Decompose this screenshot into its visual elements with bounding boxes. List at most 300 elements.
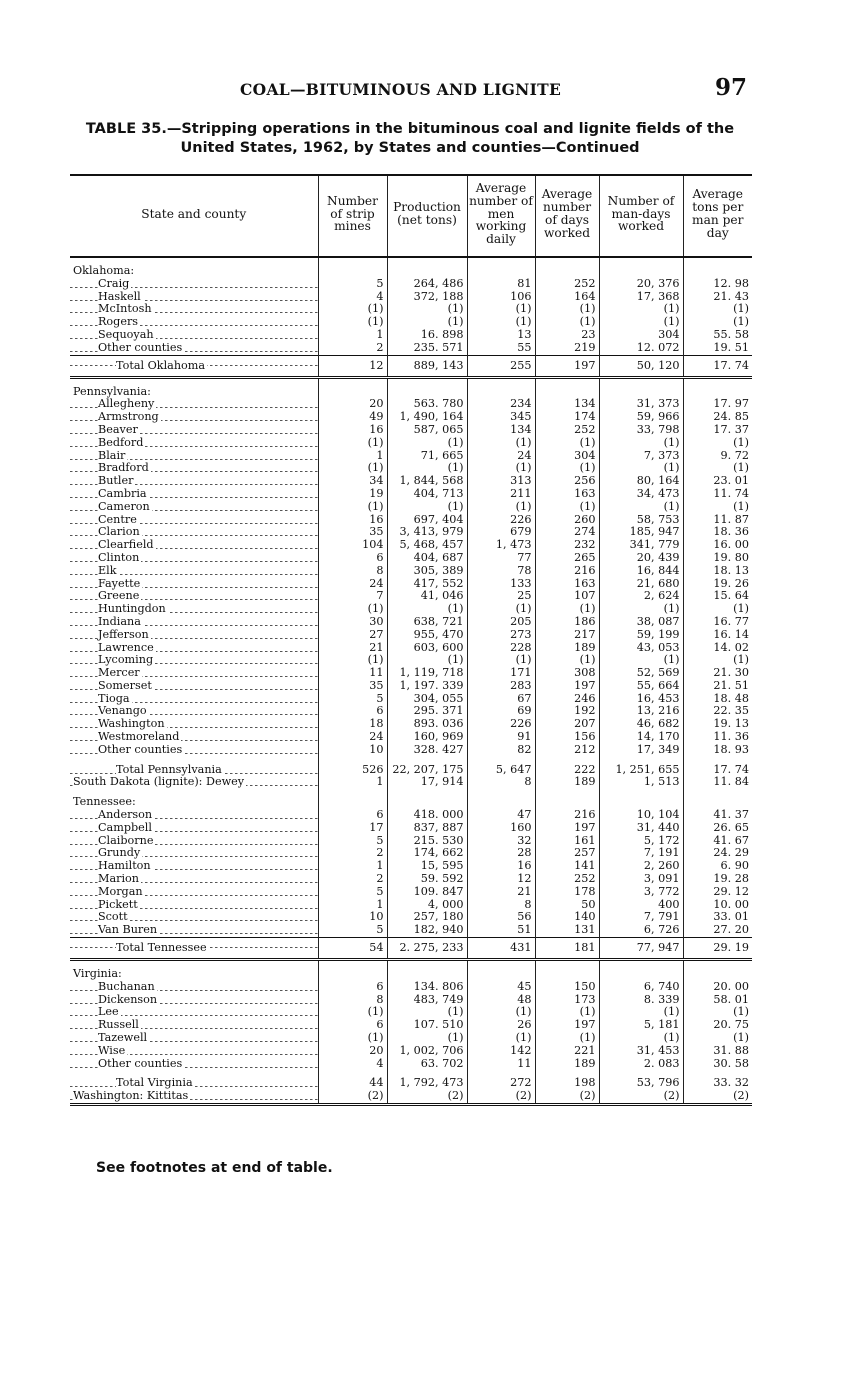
row-label: Anderson bbox=[98, 809, 153, 822]
row-label: Rogers bbox=[98, 316, 139, 329]
cell-avg-days: 197 bbox=[535, 822, 599, 835]
row-label: Washington: Kittitas bbox=[73, 1090, 189, 1103]
row-label-cell bbox=[70, 629, 318, 642]
cell-strip-mines: 8 bbox=[318, 994, 387, 1007]
cell-avg-men: 13 bbox=[467, 329, 535, 342]
cell-avg-men: 228 bbox=[467, 642, 535, 655]
cell-production: 418. 000 bbox=[387, 809, 467, 822]
cell-man-days: 185, 947 bbox=[599, 526, 683, 539]
row-label: Bedford bbox=[98, 436, 144, 449]
row-label: Scott bbox=[98, 911, 128, 924]
row-label-cell bbox=[70, 342, 318, 355]
cell-tons-per-man: 18. 93 bbox=[683, 744, 752, 757]
spacer-cell bbox=[318, 1070, 387, 1077]
cell-strip-mines: 18 bbox=[318, 718, 387, 731]
cell-tons-per-man: 26. 65 bbox=[683, 822, 752, 835]
cell-avg-men: 255 bbox=[467, 355, 535, 377]
row-label: Washington bbox=[98, 718, 165, 731]
cell-man-days bbox=[599, 386, 683, 399]
spacer-cell bbox=[683, 789, 752, 796]
cell-strip-mines: 1 bbox=[318, 899, 387, 912]
cell-avg-days: 192 bbox=[535, 705, 599, 718]
cell-strip-mines: 5 bbox=[318, 835, 387, 848]
cell-production bbox=[387, 386, 467, 399]
row-label: McIntosh bbox=[98, 303, 152, 316]
cell-strip-mines: (1) bbox=[318, 462, 387, 475]
table-row bbox=[70, 911, 752, 924]
cell-man-days: 55, 664 bbox=[599, 680, 683, 693]
cell-man-days: 7, 373 bbox=[599, 450, 683, 463]
table-row bbox=[70, 501, 752, 514]
table-row bbox=[70, 718, 752, 731]
spacer-cell bbox=[70, 377, 318, 386]
cell-production: (1) bbox=[387, 303, 467, 316]
cell-strip-mines: 44 bbox=[318, 1077, 387, 1090]
spacer-cell bbox=[683, 1070, 752, 1077]
cell-man-days: 8. 339 bbox=[599, 994, 683, 1007]
row-label-cell bbox=[70, 355, 318, 377]
row-label: Total Tennessee bbox=[116, 941, 207, 955]
row-label: Elk bbox=[98, 564, 117, 577]
cell-strip-mines: 6 bbox=[318, 809, 387, 822]
state-row bbox=[70, 776, 752, 789]
spacer-cell bbox=[683, 377, 752, 386]
cell-tons-per-man: 33. 32 bbox=[683, 1077, 752, 1090]
cell-production: 22, 207, 175 bbox=[387, 764, 467, 777]
table-row bbox=[70, 552, 752, 565]
row-label-cell bbox=[70, 450, 318, 463]
cell-avg-days: 212 bbox=[535, 744, 599, 757]
cell-strip-mines: (1) bbox=[318, 437, 387, 450]
cell-production: 955, 470 bbox=[387, 629, 467, 642]
row-label-cell bbox=[70, 462, 318, 475]
spacer-cell bbox=[387, 1070, 467, 1077]
row-label: Campbell bbox=[98, 821, 152, 834]
cell-strip-mines: 1 bbox=[318, 776, 387, 789]
cell-man-days: 2. 083 bbox=[599, 1058, 683, 1071]
cell-tons-per-man: 33. 01 bbox=[683, 911, 752, 924]
cell-tons-per-man: 16. 77 bbox=[683, 616, 752, 629]
cell-strip-mines: 5 bbox=[318, 886, 387, 899]
row-label: Mercer bbox=[98, 667, 140, 680]
cell-production: 16. 898 bbox=[387, 329, 467, 342]
cell-production: 134. 806 bbox=[387, 981, 467, 994]
cell-man-days: (2) bbox=[599, 1090, 683, 1104]
row-label-cell bbox=[70, 873, 318, 886]
row-label: Indiana bbox=[98, 615, 141, 628]
table-row bbox=[70, 488, 752, 501]
row-label-cell bbox=[70, 680, 318, 693]
table-row bbox=[70, 303, 752, 316]
col-header-strip-mines: Number of strip mines bbox=[318, 175, 387, 257]
state-row bbox=[70, 1090, 752, 1104]
row-label: Clearfield bbox=[98, 539, 154, 552]
cell-tons-per-man: 21. 30 bbox=[683, 667, 752, 680]
table-title-line-1: TABLE 35.—Stripping operations in the bituminous coal and lignite fields of the bbox=[85, 121, 735, 137]
spacer-cell bbox=[387, 789, 467, 796]
row-label-cell bbox=[70, 514, 318, 527]
spacer-cell bbox=[599, 789, 683, 796]
cell-avg-days: 189 bbox=[535, 776, 599, 789]
cell-avg-men: 431 bbox=[467, 938, 535, 960]
row-label: Marion bbox=[98, 873, 139, 886]
row-label-cell bbox=[70, 437, 318, 450]
row-label: Other counties bbox=[98, 743, 183, 756]
cell-avg-days: 256 bbox=[535, 475, 599, 488]
row-label-cell bbox=[70, 590, 318, 603]
cell-tons-per-man: 17. 37 bbox=[683, 424, 752, 437]
cell-avg-days: 107 bbox=[535, 590, 599, 603]
table-row bbox=[70, 629, 752, 642]
cell-tons-per-man: (1) bbox=[683, 1032, 752, 1045]
cell-production: (1) bbox=[387, 437, 467, 450]
cell-tons-per-man: 14. 02 bbox=[683, 642, 752, 655]
cell-avg-days: 198 bbox=[535, 1077, 599, 1090]
cell-avg-days: 232 bbox=[535, 539, 599, 552]
cell-tons-per-man: 16. 00 bbox=[683, 539, 752, 552]
cell-tons-per-man: 24. 85 bbox=[683, 411, 752, 424]
row-label: Bradford bbox=[98, 462, 149, 475]
cell-production: 4, 000 bbox=[387, 899, 467, 912]
cell-avg-days: 217 bbox=[535, 629, 599, 642]
cell-avg-days: 156 bbox=[535, 731, 599, 744]
cell-tons-per-man: 30. 58 bbox=[683, 1058, 752, 1071]
row-label: Pennsylvania: bbox=[73, 385, 151, 398]
spacer-cell bbox=[599, 757, 683, 764]
cell-man-days: 20, 376 bbox=[599, 278, 683, 291]
cell-production: 1, 002, 706 bbox=[387, 1045, 467, 1058]
cell-production: (1) bbox=[387, 1006, 467, 1019]
cell-avg-men: 51 bbox=[467, 924, 535, 937]
cell-avg-days: 189 bbox=[535, 1058, 599, 1071]
cell-strip-mines: 11 bbox=[318, 667, 387, 680]
cell-avg-days: 173 bbox=[535, 994, 599, 1007]
spacer-cell bbox=[70, 1070, 318, 1077]
row-label: Lycoming bbox=[98, 654, 154, 667]
cell-avg-men: 283 bbox=[467, 680, 535, 693]
total-row bbox=[70, 355, 752, 377]
cell-strip-mines: 8 bbox=[318, 565, 387, 578]
row-label-cell bbox=[70, 718, 318, 731]
col-header-tons-per-man: Average tons per man per day bbox=[683, 175, 752, 257]
spacer-row bbox=[70, 377, 752, 386]
cell-production: 59. 592 bbox=[387, 873, 467, 886]
row-label-cell bbox=[70, 938, 318, 960]
row-label: Grundy bbox=[98, 847, 141, 860]
row-label: Other counties bbox=[98, 341, 183, 354]
cell-tons-per-man: (1) bbox=[683, 654, 752, 667]
cell-avg-days: 174 bbox=[535, 411, 599, 424]
row-label-cell bbox=[70, 1045, 318, 1058]
row-label-cell bbox=[70, 899, 318, 912]
cell-tons-per-man: 17. 97 bbox=[683, 398, 752, 411]
row-label-cell bbox=[70, 1058, 318, 1071]
row-label-cell bbox=[70, 731, 318, 744]
row-label: Cambria bbox=[98, 487, 147, 500]
row-label: Tazewell bbox=[98, 1032, 148, 1045]
cell-man-days: (1) bbox=[599, 1006, 683, 1019]
cell-strip-mines: 16 bbox=[318, 514, 387, 527]
cell-avg-men: 273 bbox=[467, 629, 535, 642]
cell-tons-per-man: (1) bbox=[683, 437, 752, 450]
table-row bbox=[70, 578, 752, 591]
row-label: Hamilton bbox=[98, 860, 151, 873]
cell-tons-per-man: (1) bbox=[683, 603, 752, 616]
row-label: Huntingdon bbox=[98, 603, 166, 616]
cell-strip-mines: 35 bbox=[318, 680, 387, 693]
cell-strip-mines: 16 bbox=[318, 424, 387, 437]
cell-tons-per-man: 31. 88 bbox=[683, 1045, 752, 1058]
row-label-cell bbox=[70, 616, 318, 629]
cell-man-days: 5, 172 bbox=[599, 835, 683, 848]
cell-avg-men: (1) bbox=[467, 303, 535, 316]
cell-avg-days: 197 bbox=[535, 1019, 599, 1032]
state-heading-row bbox=[70, 386, 752, 399]
cell-tons-per-man: 29. 12 bbox=[683, 886, 752, 899]
cell-production: 563. 780 bbox=[387, 398, 467, 411]
spacer-cell bbox=[599, 1070, 683, 1077]
cell-production: 174, 662 bbox=[387, 847, 467, 860]
cell-strip-mines: (1) bbox=[318, 501, 387, 514]
cell-strip-mines: 2 bbox=[318, 342, 387, 355]
cell-strip-mines: 6 bbox=[318, 1019, 387, 1032]
cell-avg-men: 67 bbox=[467, 693, 535, 706]
table-row bbox=[70, 411, 752, 424]
cell-strip-mines: 526 bbox=[318, 764, 387, 777]
cell-tons-per-man: 11. 74 bbox=[683, 488, 752, 501]
row-label: Sequoyah bbox=[98, 328, 154, 341]
cell-avg-days: 186 bbox=[535, 616, 599, 629]
cell-avg-men: 1, 473 bbox=[467, 539, 535, 552]
table-row bbox=[70, 329, 752, 342]
cell-avg-men: 56 bbox=[467, 911, 535, 924]
row-label-cell bbox=[70, 667, 318, 680]
cell-avg-days: 150 bbox=[535, 981, 599, 994]
cell-production: 63. 702 bbox=[387, 1058, 467, 1071]
cell-production: 304, 055 bbox=[387, 693, 467, 706]
state-heading-row bbox=[70, 968, 752, 981]
cell-tons-per-man: 18. 36 bbox=[683, 526, 752, 539]
table-row bbox=[70, 642, 752, 655]
cell-tons-per-man: 19. 80 bbox=[683, 552, 752, 565]
spacer-cell bbox=[467, 257, 535, 265]
table-row bbox=[70, 924, 752, 937]
cell-man-days: 10, 104 bbox=[599, 809, 683, 822]
cell-man-days: 58, 753 bbox=[599, 514, 683, 527]
col-header-state-county: State and county bbox=[70, 175, 318, 257]
spacer-cell bbox=[318, 960, 387, 969]
cell-avg-men: 133 bbox=[467, 578, 535, 591]
cell-avg-men: (1) bbox=[467, 437, 535, 450]
cell-tons-per-man: 11. 87 bbox=[683, 514, 752, 527]
table-row bbox=[70, 1006, 752, 1019]
row-label-cell bbox=[70, 1006, 318, 1019]
row-label-cell bbox=[70, 552, 318, 565]
table-row bbox=[70, 603, 752, 616]
cell-strip-mines: 5 bbox=[318, 693, 387, 706]
cell-man-days bbox=[599, 265, 683, 278]
cell-production: 17, 914 bbox=[387, 776, 467, 789]
spacer-cell bbox=[467, 960, 535, 969]
cell-avg-days: 140 bbox=[535, 911, 599, 924]
cell-avg-days bbox=[535, 968, 599, 981]
cell-avg-days: (2) bbox=[535, 1090, 599, 1104]
row-label: Fayette bbox=[98, 577, 141, 590]
row-label-cell bbox=[70, 835, 318, 848]
header-row bbox=[70, 175, 752, 257]
cell-production: 41, 046 bbox=[387, 590, 467, 603]
cell-strip-mines bbox=[318, 265, 387, 278]
spacer-cell bbox=[599, 257, 683, 265]
cell-production: (1) bbox=[387, 603, 467, 616]
cell-avg-men: 25 bbox=[467, 590, 535, 603]
cell-avg-men: 47 bbox=[467, 809, 535, 822]
cell-production: 328. 427 bbox=[387, 744, 467, 757]
state-heading-row bbox=[70, 265, 752, 278]
cell-production: 697, 404 bbox=[387, 514, 467, 527]
cell-man-days: 77, 947 bbox=[599, 938, 683, 960]
cell-tons-per-man: (1) bbox=[683, 303, 752, 316]
row-label-cell bbox=[70, 924, 318, 937]
cell-avg-days: 131 bbox=[535, 924, 599, 937]
cell-man-days: 12. 072 bbox=[599, 342, 683, 355]
cell-man-days: (1) bbox=[599, 462, 683, 475]
cell-avg-days: 252 bbox=[535, 873, 599, 886]
row-label: Butler bbox=[98, 475, 134, 488]
cell-avg-days: (1) bbox=[535, 303, 599, 316]
cell-avg-days: (1) bbox=[535, 1032, 599, 1045]
spacer-cell bbox=[467, 377, 535, 386]
table-row bbox=[70, 731, 752, 744]
row-label-cell bbox=[70, 603, 318, 616]
cell-avg-men: (1) bbox=[467, 603, 535, 616]
cell-avg-days bbox=[535, 796, 599, 809]
table-row bbox=[70, 539, 752, 552]
cell-strip-mines: 30 bbox=[318, 616, 387, 629]
cell-strip-mines: 54 bbox=[318, 938, 387, 960]
cell-avg-days: 164 bbox=[535, 291, 599, 304]
cell-avg-days: 216 bbox=[535, 565, 599, 578]
spacer-cell bbox=[683, 257, 752, 265]
cell-tons-per-man: 18. 13 bbox=[683, 565, 752, 578]
row-label-cell bbox=[70, 693, 318, 706]
table-row bbox=[70, 1019, 752, 1032]
spacer-cell bbox=[387, 960, 467, 969]
spacer-row bbox=[70, 257, 752, 265]
table-row bbox=[70, 616, 752, 629]
cell-avg-days: (1) bbox=[535, 501, 599, 514]
row-label: Buchanan bbox=[98, 980, 155, 993]
table-row bbox=[70, 565, 752, 578]
cell-man-days: 21, 680 bbox=[599, 578, 683, 591]
cell-man-days: 59, 199 bbox=[599, 629, 683, 642]
cell-man-days: 53, 796 bbox=[599, 1077, 683, 1090]
table-row bbox=[70, 994, 752, 1007]
cell-avg-men: 160 bbox=[467, 822, 535, 835]
table-title bbox=[70, 120, 750, 158]
cell-man-days: 31, 453 bbox=[599, 1045, 683, 1058]
cell-avg-men: 78 bbox=[467, 565, 535, 578]
row-label: Cameron bbox=[98, 500, 150, 513]
cell-man-days: 52, 569 bbox=[599, 667, 683, 680]
cell-tons-per-man: (2) bbox=[683, 1090, 752, 1104]
row-label-cell bbox=[70, 1077, 318, 1090]
cell-tons-per-man: 10. 00 bbox=[683, 899, 752, 912]
cell-avg-men: (2) bbox=[467, 1090, 535, 1104]
spacer-cell bbox=[387, 757, 467, 764]
row-label: Blair bbox=[98, 449, 126, 462]
table-row bbox=[70, 835, 752, 848]
cell-strip-mines: 6 bbox=[318, 552, 387, 565]
row-label: Centre bbox=[98, 513, 137, 526]
cell-tons-per-man bbox=[683, 968, 752, 981]
cell-avg-days: 221 bbox=[535, 1045, 599, 1058]
cell-man-days: (1) bbox=[599, 501, 683, 514]
cell-tons-per-man: (1) bbox=[683, 1006, 752, 1019]
cell-production: (1) bbox=[387, 462, 467, 475]
row-label-cell bbox=[70, 822, 318, 835]
cell-production: 1, 197. 339 bbox=[387, 680, 467, 693]
cell-avg-men: 16 bbox=[467, 860, 535, 873]
cell-production: 109. 847 bbox=[387, 886, 467, 899]
cell-avg-days: (1) bbox=[535, 1006, 599, 1019]
cell-man-days: 13, 216 bbox=[599, 705, 683, 718]
table-row bbox=[70, 1058, 752, 1071]
cell-man-days: 304 bbox=[599, 329, 683, 342]
cell-tons-per-man: 19. 51 bbox=[683, 342, 752, 355]
spacer-cell bbox=[683, 960, 752, 969]
spacer-cell bbox=[318, 257, 387, 265]
cell-tons-per-man bbox=[683, 386, 752, 399]
cell-avg-men: 45 bbox=[467, 981, 535, 994]
row-label: Lawrence bbox=[98, 641, 154, 654]
cell-man-days: (1) bbox=[599, 654, 683, 667]
cell-production: 483, 749 bbox=[387, 994, 467, 1007]
table-row bbox=[70, 981, 752, 994]
cell-avg-days: (1) bbox=[535, 654, 599, 667]
cell-avg-days: 141 bbox=[535, 860, 599, 873]
cell-production: 587, 065 bbox=[387, 424, 467, 437]
cell-avg-men: 226 bbox=[467, 718, 535, 731]
cell-strip-mines: 21 bbox=[318, 642, 387, 655]
cell-strip-mines: 49 bbox=[318, 411, 387, 424]
cell-man-days: 1, 513 bbox=[599, 776, 683, 789]
cell-tons-per-man: 6. 90 bbox=[683, 860, 752, 873]
cell-strip-mines: 5 bbox=[318, 924, 387, 937]
cell-avg-days: 189 bbox=[535, 642, 599, 655]
cell-avg-men: 345 bbox=[467, 411, 535, 424]
cell-avg-men: 11 bbox=[467, 1058, 535, 1071]
spacer-cell bbox=[535, 757, 599, 764]
spacer-cell bbox=[467, 757, 535, 764]
cell-strip-mines: 24 bbox=[318, 731, 387, 744]
cell-avg-men: 81 bbox=[467, 278, 535, 291]
row-label-cell bbox=[70, 764, 318, 777]
cell-production: 837, 887 bbox=[387, 822, 467, 835]
cell-man-days: (1) bbox=[599, 303, 683, 316]
cell-man-days: 38, 087 bbox=[599, 616, 683, 629]
row-label: Oklahoma: bbox=[73, 264, 135, 277]
table-row bbox=[70, 590, 752, 603]
cell-avg-days: 265 bbox=[535, 552, 599, 565]
row-label-cell bbox=[70, 316, 318, 329]
cell-avg-men: 8 bbox=[467, 776, 535, 789]
cell-man-days: 17, 349 bbox=[599, 744, 683, 757]
cell-strip-mines: 17 bbox=[318, 822, 387, 835]
cell-avg-days: 197 bbox=[535, 355, 599, 377]
cell-man-days bbox=[599, 796, 683, 809]
cell-avg-men: 134 bbox=[467, 424, 535, 437]
